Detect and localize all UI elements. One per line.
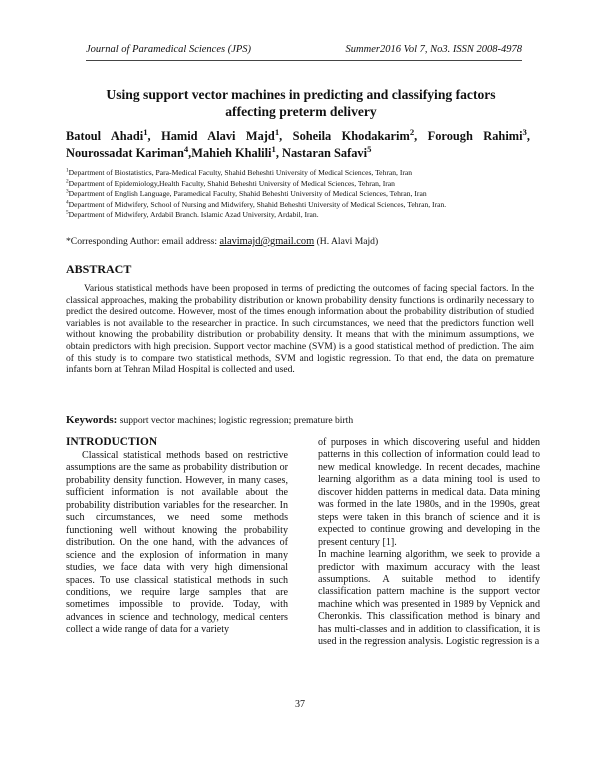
- author-affiliation-mark: 3: [522, 126, 527, 137]
- author-name: Hamid Alavi Majd: [161, 129, 275, 143]
- keywords: [66, 414, 540, 426]
- keywords-text: support vector machines; logistic regression; premature birth: [117, 415, 354, 426]
- author-separator: ,: [275, 146, 283, 160]
- affiliation-item: [66, 200, 540, 211]
- affiliation-list: [66, 168, 540, 221]
- author-affiliation-mark: 1: [271, 143, 276, 154]
- affiliation-number: 3: [66, 188, 69, 195]
- affiliation-text: Department of Biostatistics, Para-Medical Faculty, Shahid Beheshti University of Medical Sciences, Tehran, Iran: [68, 168, 413, 177]
- journal-name: Journal of Paramedical Sciences (JPS): [86, 44, 252, 55]
- corresponding-email-link[interactable]: alavimajd@gmail.com: [219, 236, 315, 247]
- author-affiliation-mark: 5: [367, 143, 372, 154]
- page-number: 37: [295, 699, 305, 710]
- author-affiliation-mark: 2: [409, 126, 415, 137]
- author-name: Forough Rahimi: [427, 129, 523, 143]
- keywords-label: Keywords:: [66, 414, 118, 426]
- introduction-heading: INTRODUCTION: [66, 436, 158, 448]
- author-name: Soheila Khodakarim: [292, 129, 410, 143]
- intro-paragraph-left: Classical statistical methods based on restrictive assumptions are the same as probability distribution or probability density function. However, in many cases, sufficient information is not available about the probability distribution variables for the researcher. In such circumstances, we need some methods functioning well without knowing the probability distribution. On the one hand, with the advances of science and the explosion of information in many studies, we face data with very high dimensional spaces. To use classical statistical methods in such conditions, we require large samples that are sometimes impossible to provide. Today, with advances in science and technology, medical centers collect a wide range of data for a variety: [66, 450, 288, 636]
- intro-paragraph-right-1: of purposes in which discovering useful and hidden patterns in this collection of information could lead to new medical knowledge. In recent decades, machine learning algorithm as a data mining tool is used to discover hidden patterns in medical data. Data mining was formed in the late 1980s, and in the 1990s, great steps were taken in this branch of science and it is expected to continue growing and developing in the present century [1].: [318, 437, 540, 548]
- author-affiliation-mark: 4: [183, 143, 189, 154]
- abstract-heading: ABSTRACT: [66, 262, 132, 276]
- author-name: Nastaran Safavi: [282, 146, 368, 160]
- author-list: [66, 128, 530, 162]
- author-separator: ,: [147, 129, 162, 143]
- left-column: [66, 450, 288, 637]
- affiliation-item: [66, 210, 540, 221]
- affiliation-number: 1: [66, 167, 69, 174]
- paper-title: Using support vector machines in predicting and classifying factors affecting preterm delivery: [106, 87, 496, 119]
- affiliation-text: Department of Midwifery, School of Nursing and Midwifery, Shahid Beheshti University of Medical Sciences, Tehran, Iran.: [68, 199, 447, 209]
- header-rule: [86, 60, 522, 61]
- affiliation-text: Department of Epidemiology,Health Faculty, Shahid Beheshti University of Medical Sciences, Tehran, Iran: [68, 178, 395, 188]
- affiliation-item: [66, 189, 540, 200]
- affiliation-text: Department of English Language, Paramedical Faculty, Shahid Beheshti University of Medical Sciences, Tehran, Iran: [68, 189, 427, 199]
- running-header: [86, 44, 522, 55]
- author-separator: ,: [188, 146, 192, 160]
- affiliation-number: 4: [66, 199, 69, 206]
- corresponding-suffix: (H. Alavi Majd): [314, 236, 379, 247]
- corresponding-author: [66, 236, 540, 247]
- abstract-body: Various statistical methods have been proposed in terms of predicting the outcomes of facing special factors. In the classical approaches, making the probability distribution or known probability density functions is ordinarily necessary to predict the desired outcome. However, most of the times enough information about the probability distribution of studied variables is not available to the researcher in practice. In such circumstances, we need that the predictors function well without knowing the probability distribution or probability density. It means that with the minimum assumptions, we obtain predictors with high precision. Support vector machine (SVM) is a good statistical method of prediction. The aim of this study is to compare two statistical methods, SVM and logistic regression. To that end, the data on premature infants born at Tehran Milad Hospital is collected and used.: [66, 283, 534, 376]
- author-separator: ,: [414, 129, 428, 143]
- affiliation-number: 5: [66, 209, 69, 216]
- author-affiliation-mark: 1: [274, 126, 280, 137]
- affiliation-item: [66, 179, 540, 190]
- right-column: [318, 437, 540, 649]
- affiliation-item: [66, 168, 540, 179]
- author-separator: ,: [526, 129, 530, 143]
- intro-paragraph-right-2: In machine learning algorithm, we seek to provide a predictor with maximum accuracy with the least assumptions. A suitable method to identify classification pattern machine is the support vector machine which was presented in 1989 by Vepnick and Cheronkis. This classification method is binary and has multi-classes and in addition to classification, it is used in the regression analysis. Logistic regression is a: [318, 549, 540, 648]
- author-separator: ,: [279, 129, 293, 143]
- author-name: Batoul Ahadi: [66, 129, 144, 143]
- corresponding-prefix: *Corresponding Author: email address:: [66, 236, 220, 247]
- author-name: Mahieh Khalili: [191, 146, 272, 160]
- affiliation-text: Department of Midwifery, Ardabil Branch. Islamic Azad University, Ardabil, Iran.: [68, 210, 319, 220]
- author-affiliation-mark: 1: [143, 126, 148, 137]
- affiliation-number: 2: [66, 178, 69, 185]
- author-name: Nourossadat Kariman: [66, 146, 184, 160]
- issue-info: Summer2016 Vol 7, No3. ISSN 2008-4978: [345, 44, 522, 55]
